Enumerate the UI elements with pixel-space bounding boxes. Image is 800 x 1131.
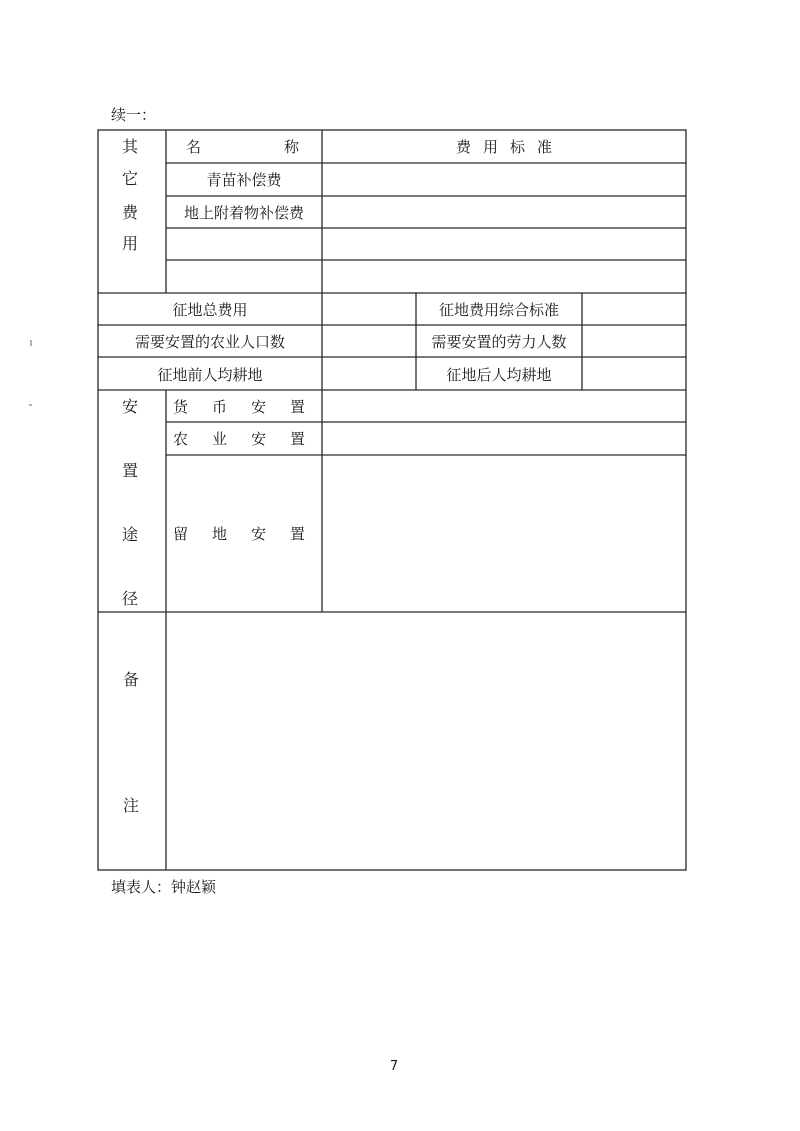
composite-standard-label: 征地费用综合标准 bbox=[438, 301, 560, 319]
remarks-label-char: 注 bbox=[122, 796, 140, 815]
cost-item-name: 地上附着物补偿费 bbox=[183, 204, 305, 222]
header-standard: 费用标准 bbox=[455, 138, 565, 156]
total-cost-label: 征地总费用 bbox=[172, 301, 248, 319]
reserved-land-resettlement-label: 留地安置 bbox=[173, 525, 330, 543]
scan-speck bbox=[30, 340, 32, 346]
side-label-char: 费 bbox=[121, 203, 139, 222]
remarks-label-char: 备 bbox=[122, 670, 140, 689]
resettlement-label-char: 径 bbox=[121, 589, 139, 608]
monetary-resettlement-label: 货币安置 bbox=[173, 398, 330, 416]
resettlement-label-char: 安 bbox=[121, 397, 139, 416]
header-name-char: 称 bbox=[284, 138, 300, 156]
side-label-char: 其 bbox=[121, 137, 139, 156]
side-label-char: 用 bbox=[121, 234, 139, 253]
header-name-char: 名 bbox=[186, 138, 202, 156]
resettlement-label-char: 置 bbox=[121, 461, 139, 480]
continuation-label: 续一： bbox=[111, 106, 157, 124]
page-number: 7 bbox=[389, 1059, 399, 1074]
scan-speck bbox=[29, 404, 32, 406]
filled-by: 填表人：钟赵颖 bbox=[111, 878, 217, 896]
cost-item-name: 青苗补偿费 bbox=[206, 171, 282, 189]
agricultural-resettlement-label: 农业安置 bbox=[173, 430, 330, 448]
farmland-before-label: 征地前人均耕地 bbox=[157, 366, 263, 384]
side-label-char: 它 bbox=[121, 169, 139, 188]
farmland-after-label: 征地后人均耕地 bbox=[446, 366, 552, 384]
labor-count-label: 需要安置的劳力人数 bbox=[431, 333, 567, 351]
agri-population-label: 需要安置的农业人口数 bbox=[134, 333, 286, 351]
resettlement-label-char: 途 bbox=[121, 525, 139, 544]
